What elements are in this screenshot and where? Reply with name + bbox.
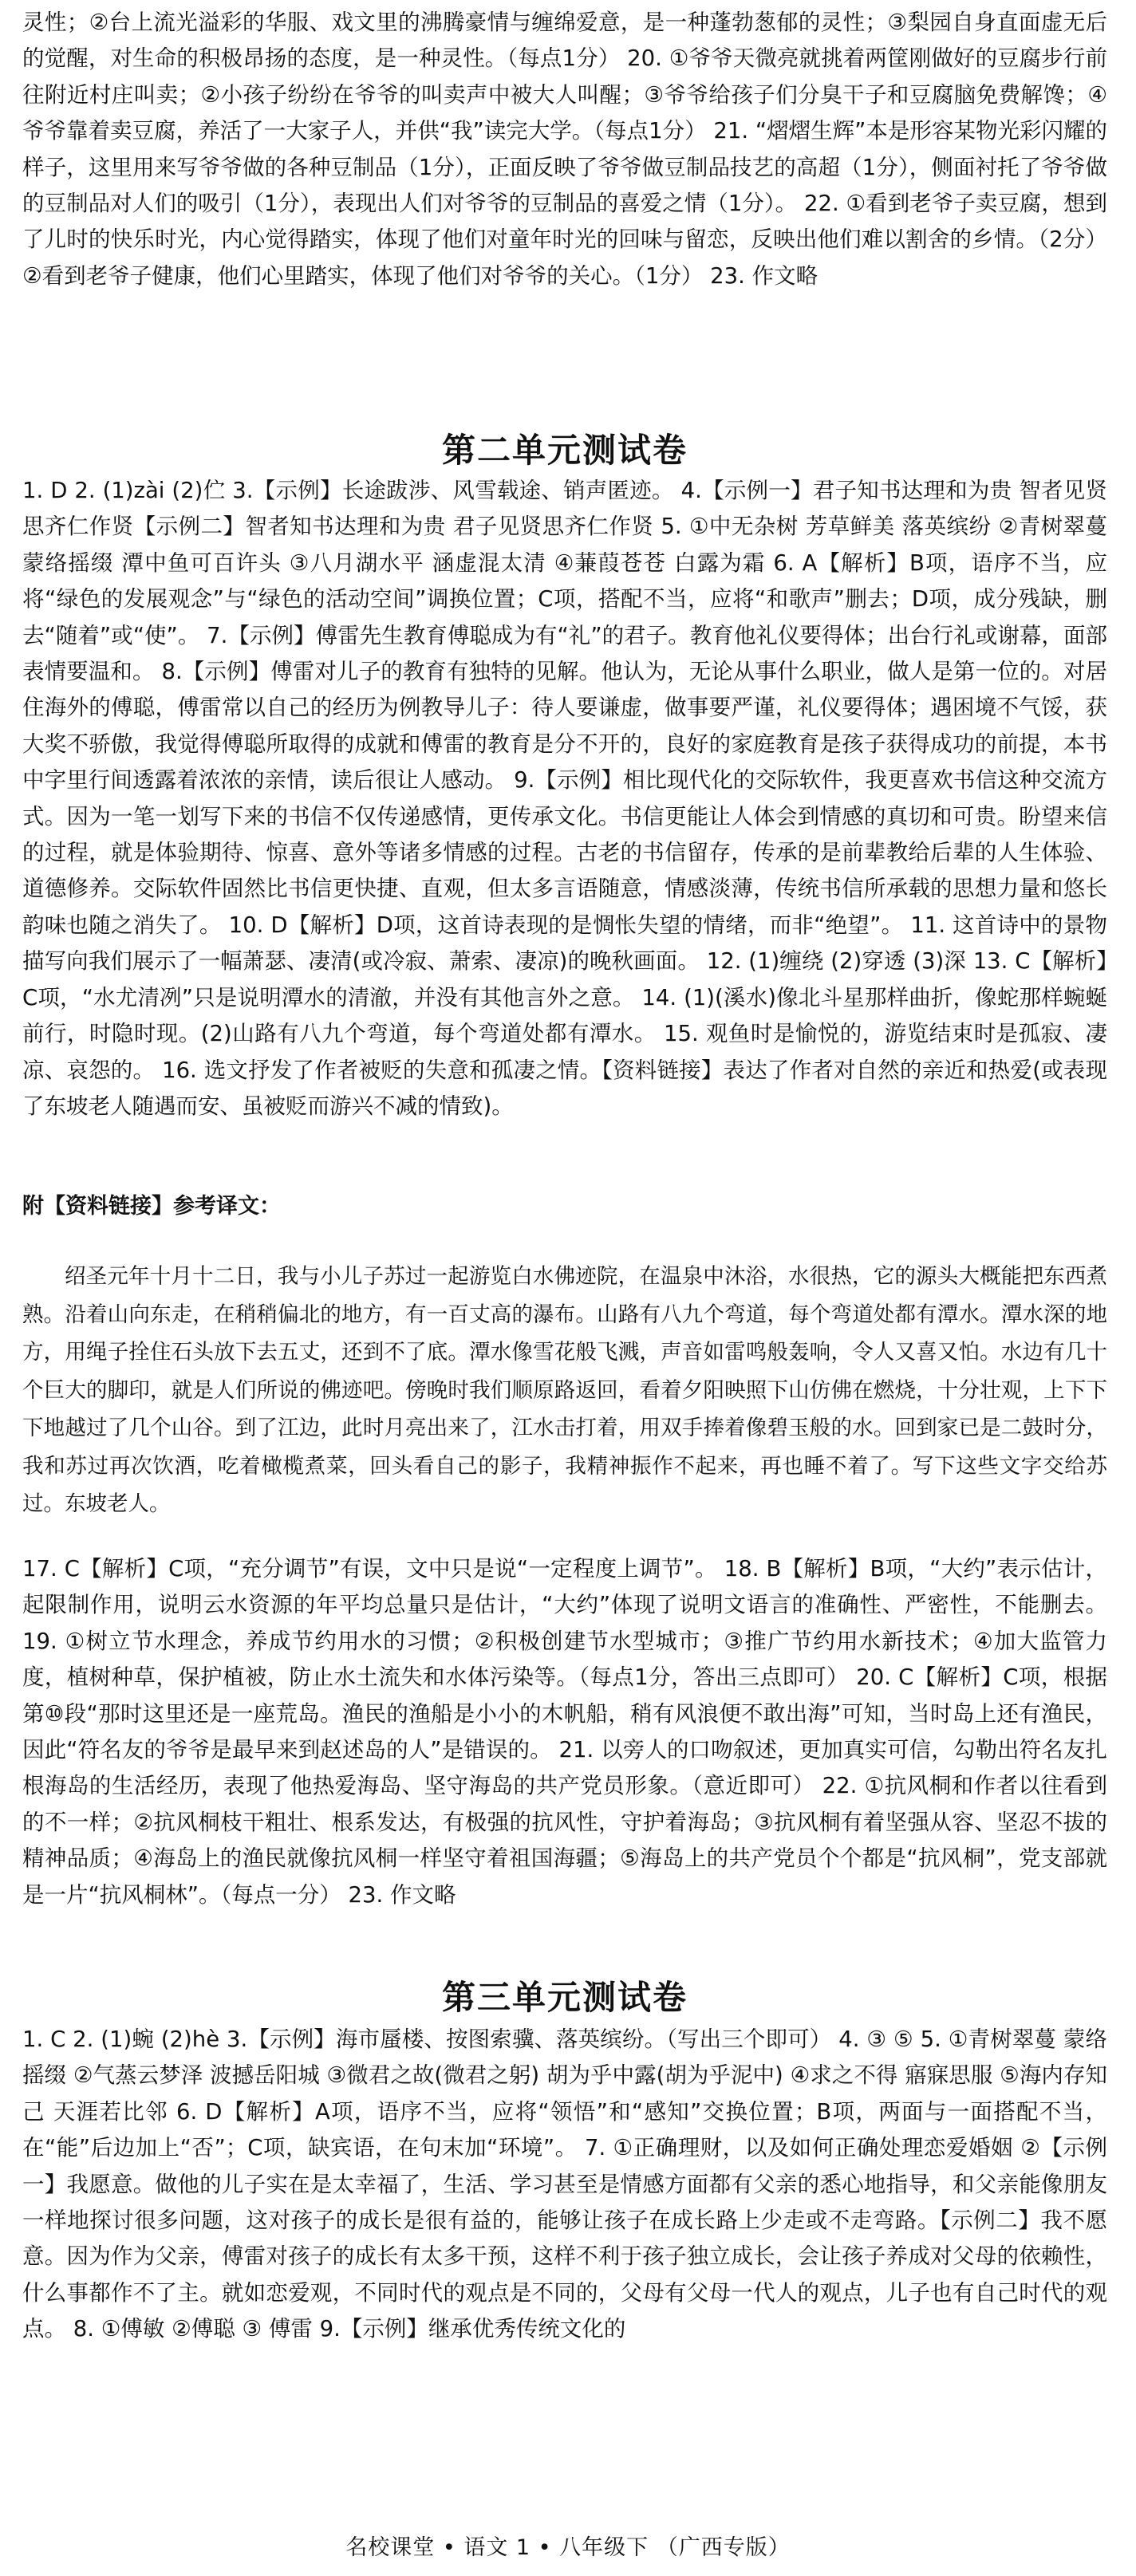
answer-page: [22, 0, 1107, 2576]
reference-translation: [22, 1258, 1107, 1523]
answer-paragraph: 灵性；②台上流光溢彩的华服、戏文里的沸腾豪情与缠绵爱意，是一种蓬勃葱郁的灵性；③梨园自身直面虚无后的觉醒，对生命的积极昂扬的态度，是一种灵性。（每点1分） 20. ①爷爷天微亮就挑着两筐刚做好的豆腐步行前往附近村庄叫卖；②小孩子纷纷在爷爷的叫卖声中被大人叫醒；③爷爷给孩子们分臭干子和豆腐脑免费解馋；④爷爷靠着卖豆腐，养活了一大家子人，并供“我”读完大学。（每点1分） 21. “熠熠生辉”本是形容某物光彩闪耀的样子，这里用来写爷爷做的各种豆制品（1分），正面反映了爷爷做豆制品技艺的高超（1分），侧面衬托了爷爷做的豆制品对人们的吸引（1分），表现出人们对爷爷的豆制品的喜爱之情（1分）。 22. ①看到老爷子卖豆腐，想到了儿时的快乐时光，内心觉得踏实，体现了他们对童年时光的回味与留恋，反映出他们难以割舍的乡情。（2分）②看到老爷子健康，他们心里踏实，体现了他们对爷爷的关心。（1分） 23. 作文略: [22, 10, 1107, 289]
section-heading-unit3: 第三单元测试卷: [441, 1978, 688, 2017]
appendix-block: [22, 1188, 1107, 1225]
appendix-label: 附【资料链接】参考译文：: [22, 1194, 281, 1219]
section-heading-unit2: 第二单元测试卷: [441, 431, 688, 470]
answer-paragraph: 17. C【解析】C项，“充分调节”有误，文中只是说“一定程度上调节”。 18. B【解析】B项，“大约”表示估计，起限制作用，说明云水资源的年平均总量只是估计，“大约”体现了说明文语言的准确性、严密性，不能删去。 19. ①树立节水理念，养成节约用水的习惯；②积极创建节水型城市；③推广节约用水新技术；④加大监管力度，植树种草，保护植被，防止水土流失和水体污染等。（每点1分，答出三点即可） 20. C【解析】C项，根据第⑩段“那时这里还是一座荒岛。渔民的渔船是小小的木帆船，稍有风浪便不敢出海”可知，当时岛上还有渔民，因此“符名友的爷爷是最早来到赵述岛的人”是错误的。 21. 以旁人的口吻叙述，更加真实可信，勾勒出符名友扎根海岛的生活经历，表现了他热爱海岛、坚守海岛的共产党员形象。（意近即可） 22. ①抗风桐和作者以往看到的不一样；②抗风桐枝干粗壮、根系发达，有极强的抗风性，守护着海岛；③抗风桐有着坚强从容、坚忍不拔的精神品质；④海岛上的渔民就像抗风桐一样坚守着祖国海疆；⑤海岛上的共产党员个个都是“抗风桐”，党支部就是一片“抗风桐林”。（每点一分） 23. 作文略: [22, 1556, 1107, 1908]
translation-text: 绍圣元年十月十二日，我与小儿子苏过一起游览白水佛迹院，在温泉中沐浴，水很热，它的源头大概能把东西煮熟。沿着山向东走，在稍稍偏北的地方，有一百丈高的瀑布。山路有八九个弯道，每个弯道处都有潭水。潭水深的地方，用绳子拴住石头放下去五丈，还到不了底。潭水像雪花般飞溅，声音如雷鸣般轰响，令人又喜又怕。水边有几十个巨大的脚印，就是人们所说的佛迹吧。傍晚时我们顺原路返回，看着夕阳映照下山仿佛在燃烧，十分壮观，上下下下地越过了几个山谷。到了江边，此时月亮出来了，江水击打着，用双手捧着像碧玉般的水。回到家已是二鼓时分，我和苏过再次饮酒，吃着橄榄煮菜，回头看自己的影子，我精神振作不起来，再也睡不着了。写下这些文字交给苏过。东坡老人。: [22, 1264, 1107, 1516]
page-footer: 名校课堂 • 语文 1 • 八年级下 （广西专版）: [345, 2535, 791, 2560]
answer-block-unit1-tail: [22, 5, 1107, 294]
answer-block-unit2: [22, 473, 1107, 1125]
answer-paragraph: 1. C 2. (1)蜿 (2)hè 3.【示例】海市蜃楼、按图索骥、落英缤纷。（写出三个即可） 4. ③ ⑤ 5. ①青树翠蔓 蒙络摇缀 ②气蒸云梦泽 波撼岳阳城 ③微君之故(微君之躬) 胡为乎中露(胡为乎泥中) ④求之不得 寤寐思服 ⑤海内存知己 天涯若比邻 6. D【解析】A项，语序不当，应将“领悟”和“感知”交换位置；B项，两面与一面搭配不当，在“能”后边加上“否”；C项，缺宾语，在句末加“环境”。 7. ①正确理财，以及如何正确处理恋爱婚姻 ②【示例一】我愿意。做他的儿子实在是太幸福了，生活、学习甚至是情感方面都有父亲的悉心地指导，和父亲能像朋友一样地探讨很多问题，这对孩子的成长是很有益的，能够让孩子在成长路上少走或不走弯路。【示例二】我不愿意。因为作为父亲，傅雷对孩子的成长有太多干预，这样不利于孩子独立成长，会让孩子养成对父母的依赖性，什么事都作不了主。就如恋爱观，不同时代的观点是不同的，父母有父母一代人的观点，儿子也有自己时代的观点。 8. ①傅敏 ②傅聪 ③ 傅雷 9.【示例】继承优秀传统文化的: [22, 2027, 1107, 2342]
answer-paragraph: 1. D 2. (1)zài (2)伫 3.【示例】长途跋涉、风雪载途、销声匿迹。 4.【示例一】君子知书达理和为贵 智者见贤思齐仁作贤【示例二】智者知书达理和为贵 君子见贤思齐仁作贤 5. ①中无杂树 芳草鲜美 落英缤纷 ②青树翠蔓 蒙络摇缀 潭中鱼可百许头 ③八月湖水平 涵虚混太清 ④蒹葭苍苍 白露为霜 6. A【解析】B项，语序不当，应将“绿色的发展观念”与“绿色的活动空间”调换位置；C项，搭配不当，应将“和歌声”删去；D项，成分残缺，删去“随着”或“使”。 7.【示例】傅雷先生教育傅聪成为有“礼”的君子。教育他礼仪要得体；出台行礼或谢幕，面部表情要温和。 8.【示例】傅雷对儿子的教育有独特的见解。他认为，无论从事什么职业，做人是第一位的。对居住海外的傅聪，傅雷常以自己的经历为例教导儿子：待人要谦虚，做事要严谨，礼仪要得体；遇困境不气馁，获大奖不骄傲，我觉得傅聪所取得的成就和傅雷的教育是分不开的，良好的家庭教育是孩子获得成功的前提，本书中字里行间透露着浓浓的亲情，读后很让人感动。 9.【示例】相比现代化的交际软件，我更喜欢书信这种交流方式。因为一笔一划写下来的书信不仅传递感情，更传承文化。书信更能让人体会到情感的真切和可贵。盼望来信的过程，就是体验期待、惊喜、意外等诸多情感的过程。古老的书信留存，传承的是前辈教给后辈的人生体验、道德修养。交际软件固然比书信更快捷、直观，但太多言语随意，情感淡薄，传统书信所承载的思想力量和悠长韵味也随之消失了。 10. D【解析】D项，这首诗表现的是惆怅失望的情绪，而非“绝望”。 11. 这首诗中的景物描写向我们展示了一幅萧瑟、凄清(或冷寂、萧索、凄凉)的晚秋画面。 12. (1)缠绕 (2)穿透 (3)深 13. C【解析】C项，“水尤清冽”只是说明潭水的清澈，并没有其他言外之意。 14. (1)(溪水)像北斗星那样曲折，像蛇那样蜿蜒前行，时隐时现。(2)山路有八九个弯道，每个弯道处都有潭水。 15. 观鱼时是愉悦的，游览结束时是孤寂、凄凉、哀怨的。 16. 选文抒发了作者被贬的失意和孤凄之情。【资料链接】表达了作者对自然的亲近和热爱(或表现了东坡老人随遇而安、虽被贬而游兴不减的情致)。: [22, 478, 1107, 1119]
answer-block-unit2-continued: [22, 1551, 1107, 1913]
answer-block-unit3: [22, 2022, 1107, 2348]
